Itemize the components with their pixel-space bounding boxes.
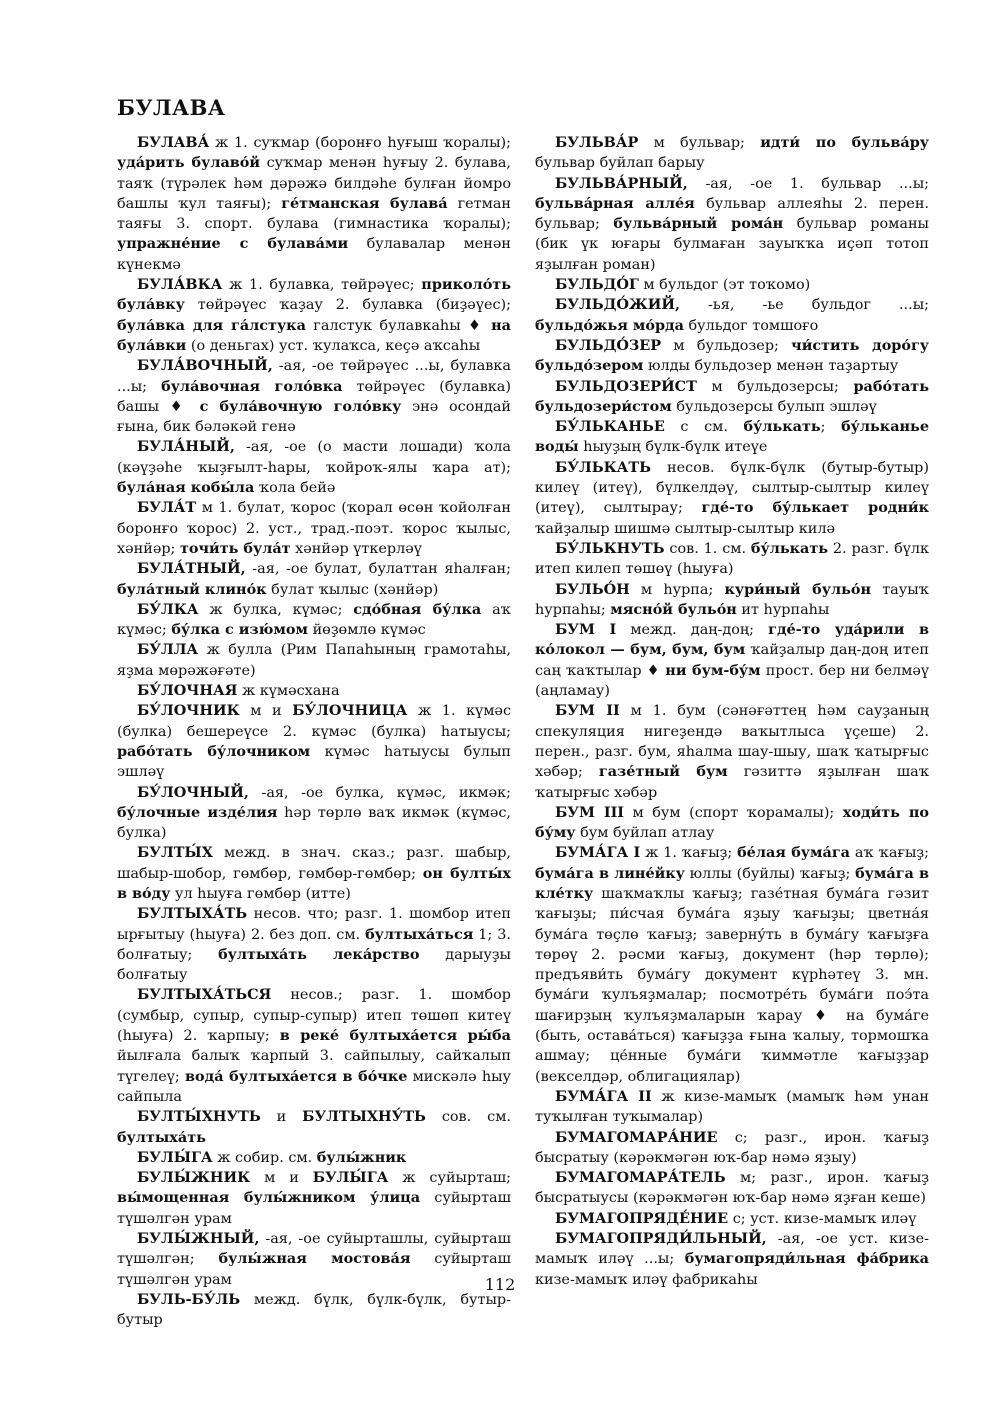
example-phrase: приколо́ть була́вку [117,276,511,314]
headword: БУЛТЫ́ХНУТЬ [137,1108,261,1126]
dictionary-entry [117,1148,511,1168]
dictionary-entry [117,498,511,559]
definition-text: ж собир. см. [212,1149,317,1166]
dictionary-entry [117,1107,511,1148]
dictionary-entry [535,843,929,1087]
example-phrase: бумагопряди́льная фа́брика [684,1250,929,1268]
left-column [117,133,511,1331]
definition-text: -ая, -ое булка, күмәс, икмәк; [248,784,511,801]
dictionary-entry [117,275,511,356]
headword: БУ́ЛЛА [137,641,199,659]
definition-text: -ая, -ое төйрәүес ...ы, булавка ...ы; [117,358,511,395]
definition-text: ж кизе-мамыҡ (мамыҡ һәм унан туҡылған туҡымалар) [535,1088,929,1126]
dictionary-entry [535,295,929,336]
definition-text: с см. [664,419,744,436]
definition-text: аҡ ҡағыҙ; [849,845,930,862]
definition-text: -ая, -ое булат, булаттан яһалған; [245,561,511,578]
example-phrase: була́вочная голо́вка [161,377,343,395]
headword: БУЛА́ТНЫЙ, [137,560,246,578]
example-phrase: бултыха́ться [365,925,474,943]
example-phrase: с була́вочную голо́вку [199,397,402,415]
dictionary-entry [535,803,929,844]
example-phrase: точи́ть була́т [179,539,291,557]
definition-text: бульвар аллеяһы 2. перен. бульвар; [535,195,930,233]
example-phrase: ходи́ть по бу́му [535,803,929,842]
example-phrase: бу́лькать [750,539,829,557]
dictionary-entry [535,1087,929,1128]
example-phrase: бу́лькать [743,418,821,436]
headword: БУМ II [555,702,620,720]
dictionary-entry [117,783,511,844]
headword: БУЛА́НЫЙ, [137,438,235,456]
example-phrase: на була́вки [117,316,511,354]
headword: БУМА́ГА II [555,1087,652,1105]
definition-text: ж суйырташ; [388,1170,511,1187]
definition-text: -ая, -ое 1. бульвар ...ы; [687,175,929,192]
headword: БУ́ЛЬКНУТЬ [555,539,665,557]
definition-text: сов. 1. см. [664,540,751,557]
definition-text: мискәлә һыу сайпыла [117,1068,512,1105]
headword: БУМАГОПРЯДЕ́НИЕ [555,1209,729,1227]
headword: БУМ I [555,621,617,639]
example-phrase: бу́лочные изде́лия [117,803,278,821]
definition-text: межд. даң-доң; [616,622,769,639]
headword: БУЛЬДО́Г [555,276,639,294]
dictionary-entry [117,437,511,498]
example-phrase: булы́жная мостова́я [218,1250,411,1268]
example-phrase: бултыха́ть лека́рство [218,945,420,963]
definition-text: несов. бүлк-бүлк (бутыр-бутыр) килеү (итеү), бүлкелдәү, сылтыр-сылтыр килеү (итеү), сылтырау; [535,459,929,517]
headword: БУЛЫ́ГА [137,1148,213,1166]
headword: БУ́ЛОЧНАЯ [137,682,238,700]
example-phrase: идти́ по бульва́ру [760,134,929,151]
definition-text: и [260,1109,303,1126]
headword: БУЛТЫ́Х [137,844,213,862]
definition-text: -ья, -ье бульдог ...ы; [680,297,929,314]
definition-text: ҡайҙалыр шишмә сылтыр-сылтыр килә [535,520,836,537]
definition-text: һәр төрлө ваҡ икмәк (күмәс, булка) [117,804,511,842]
example-phrase: бульва́рная алле́я [535,194,695,212]
definition-text: ж булла (Рим Папаһының грамотаһы, яҙма мөрәжәғәте) [117,642,511,679]
definition-text: һыуҙың бүлк-бүлк итеүе [578,439,768,456]
dictionary-entry [117,1290,511,1331]
definition-text: м бульдозер; [661,337,792,354]
right-column [535,133,929,1290]
dictionary-entry [117,904,511,985]
dictionary-entry [117,681,511,701]
definition-text: с; уст. кизе-мамыҡ иләү [728,1210,917,1227]
definition-text: суйырташ түшәлгән урам [117,1190,511,1227]
headword: БУМАГОМАРА́ТЕЛЬ [555,1169,726,1187]
definition-text: м 1. булат, ҡорос (ҡорал өсөн ҡойолған боронғо ҡорос) 2. уст., трад.-поэт. ҡорос ҡылыс, хәнйәр; [117,500,511,557]
dictionary-entry [117,701,511,782]
example-phrase: чи́стить доро́гу бульдо́зером [535,336,929,375]
headword: БУЛА́ВКА [137,276,223,294]
example-phrase: бултыха́ть [117,1128,206,1146]
definition-text: (о деньгах) уст. ҡулаҡса, кеҫә аҡсаһы [186,337,481,354]
headword: БУ́ЛЬКАТЬ [555,458,651,476]
dictionary-entry [117,1168,511,1229]
headword: БУЛЬДОЗЕРИ́СТ [555,377,697,395]
definition-text: аҡ күмәс; [117,601,511,639]
example-phrase: кури́ный бульо́н [724,580,871,598]
example-phrase: вода́ бултыха́ется в бо́чке [185,1067,408,1085]
dictionary-entry [535,174,929,275]
definition-text: м бульдозерсы; [696,378,854,395]
example-phrase: бульдо́жья мо́рда [535,316,684,334]
definition-text: с; разг., ирон. ҡағыҙ бысратыу (кәрәкмәгән юҡ-бар нәмә яҙыу) [535,1129,929,1166]
headword: БУЛЫ́ЖНЫЙ, [137,1230,260,1248]
definition-text: бульвар романы (бик үк юғары булмаған зауыҡҡа иҫәп тотоп яҙылған роман) [535,216,929,273]
definition-text: бульвар буйлап барыу [535,155,705,172]
headword: БУЛА́ВОЧНЫЙ, [137,357,273,375]
definition-text: межд. бүлк, бүлк-бүлк, бутыр-бутыр [117,1291,511,1329]
example-phrase: бе́лая бума́га [737,844,850,862]
headword: БУЛЫ́ЖНИК [137,1169,251,1187]
example-phrase: уда́рить булаво́й [117,154,261,172]
dictionary-entry [117,640,511,681]
example-phrase: ни бум-бу́м [665,661,761,679]
example-phrase: бума́га в лине́йку [535,864,685,882]
definition-text: ит һурпаһы [736,601,830,618]
headword: БУ́ЛЬКАНЬЕ [555,418,665,436]
definition-text: бульдозерсы булып эшләү [671,398,877,415]
definition-text: юллы (буйлы) ҡағыҙ; [684,865,856,882]
headword: БУМАГОПРЯДИ́ЛЬНЫЙ, [555,1230,767,1248]
definition-text: м бульдог (эт тоҡомо) [638,277,811,294]
headword: БУМАГОМАРА́НИЕ [555,1128,718,1146]
definition-text: төйрәүес ҡаҙау 2. булавка (биҙәүес); [184,297,511,314]
definition-text: бум буйлап атлау [575,825,715,842]
example-phrase: сдо́бная бу́лка [353,600,482,618]
definition-text: ҡола бейә [254,480,336,497]
definition-text: м и [239,703,293,720]
headword: БУМ III [555,803,625,821]
example-phrase: була́тный клино́к [117,580,267,598]
example-phrase: БУЛЫ́ГА [312,1169,389,1187]
definition-text: суҡмар менән һуғыу 2. булава, таяҡ (түрәлек һәм дәрәжә билдәһе булған йомро башлы ҡул таяғы); [117,155,511,212]
dictionary-entry [117,559,511,600]
example-phrase: бу́лка с изю́мом [171,621,308,639]
definition-text: ж 1. күмәс (булка) бешереүсе 2. күмәс (булка) һатыусы; [117,703,511,740]
example-phrase: упражне́ние с булава́ми [117,235,349,253]
definition-text: энә осондай ғына, бик бәләкәй генә [117,398,511,436]
definition-text: -ая, -ое суйырташлы, суйырташ түшәлгән; [117,1231,511,1268]
dictionary-entry [535,701,929,802]
definition-text: галстук булавкаһы ♦ [305,317,492,334]
definition-text: м и [250,1170,313,1187]
definition-text: гәзиттә яҙылған шаҡ ҡатырғыс хәбәр [535,764,930,801]
definition-text: суйырташ түшәлгән урам [117,1251,512,1288]
headword: БУЛТЫХА́ТЬ [137,905,248,923]
example-phrase: бума́га в кле́тку [535,864,929,902]
definition-text: ж күмәсхана [237,683,340,700]
page-number: 112 [484,1275,516,1294]
definition-text: м бум (спорт ҡорамалы); [624,804,843,821]
example-phrase: БУ́ЛОЧНИЦА [292,702,408,720]
example-phrase: БУЛТЫХНУ́ТЬ [302,1108,426,1126]
dictionary-entry [535,458,929,539]
definition-text: ж 1. булавка, төйрәүес; [222,277,422,294]
example-phrase: он булты́х в во́ду [117,864,511,902]
headword: БУ́ЛКА [137,600,199,618]
definition-text: несов. что; разг. 1. шомбор итеп ырғытыу (һыуға) 2. без доп. см. [117,906,511,943]
definition-text: тауыҡ һурпаһы; [535,581,929,618]
definition-text: хәнйәр үткерләү [290,540,422,557]
dictionary-entry [535,377,929,418]
definition-text: м һурпа; [629,581,725,598]
dictionary-entry [535,580,929,621]
dictionary-entry [535,1128,929,1169]
dictionary-entry [535,336,929,377]
definition-text: -ая, -ое (о масти лошади) ҡола (кәүҙәһе ҡыҙғылт-һары, ҡойроҡ-ялы ҡара ат); [117,439,511,476]
definition-text: м; разг., ирон. ҡағыҙ бысратыусы (кәрәкмәгән юҡ-бар нәмә яҙған кеше) [535,1170,929,1207]
definition-text: ; [820,419,842,436]
headword: БУМА́ГА I [555,844,641,862]
definition-text: бульдог томшоғо [683,317,819,334]
dictionary-entry [535,1168,929,1209]
definition-text: прост. бер ни белмәү (аңламау) [535,662,929,700]
headword: БУ́ЛОЧНИК [137,702,240,720]
headword: БУЛЬО́Н [555,580,630,598]
definition-text: м бульвар; [638,135,761,151]
example-phrase: мясно́й бульо́н [610,600,737,618]
example-phrase: газе́тный бум [598,763,728,781]
headword: БУЛА́Т [137,499,197,517]
headword: БУ́ЛОЧНЫЙ, [137,783,249,801]
example-phrase: в реке́ бултыха́ется ры́ба [279,1027,511,1045]
example-phrase: где́-то уда́рили в ко́локол — бум, бум, бум [535,621,929,659]
definition-text: ж 1. ҡағыҙ; [640,845,738,862]
example-phrase: бу́льканье воды́ [535,418,929,456]
definition-text: йөҙөмлө күмәс [308,622,426,639]
example-phrase: бульва́рный рома́н [613,215,784,233]
definition-text: ж булка, күмәс; [198,601,354,618]
dictionary-entry [535,275,929,295]
definition-text: күмәс һатыусы булып эшләү [117,743,511,781]
definition-text: 1; 3. болғатыу; [117,926,511,963]
definition-text: гетман таяғы 3. спорт. булава (гимнастика ҡоралы); [117,195,511,233]
example-phrase: ге́тманская булава́ [281,194,448,212]
definition-text: ул һыуға гөмбөр (итте) [170,885,351,902]
dictionary-entry [117,356,511,437]
dictionary-entry [117,843,511,904]
definition-text: булавалар менән күнекмә [117,236,511,273]
dictionary-entry [117,133,511,275]
definition-text: -ая, -ое уст. кизе-мамыҡ иләү ...ы; [535,1231,929,1268]
dictionary-entry [535,620,929,701]
dictionary-entry [535,133,929,174]
definition-text: 2. разг. бүлк итеп килеп төшөү (һыуға) [535,540,929,578]
definition-text: сов. см. [425,1109,511,1126]
definition-text: ж 1. суҡмар (боронғо һуғыш ҡоралы); [209,135,511,151]
dictionary-entry [535,1209,929,1229]
example-phrase: вы́мощенная булы́жником у́лица [117,1189,421,1207]
headword: БУЛТЫХА́ТЬСЯ [137,986,272,1004]
headword: БУЛЬДО́ЗЕР [555,336,662,354]
dictionary-entry [535,539,929,580]
example-phrase: рабо́тать бу́лочником [117,742,311,760]
definition-text: йылғала балыҡ ҡарпый 3. сайпылыу, сайҡалып түгелеү; [117,1048,511,1085]
definition-text: шаҡмаҡлы ҡағыҙ; газе́тная бума́га гәзит ҡағыҙы; пи́счая бума́га яҙыу ҡағыҙы; цветна́я бума́га төҫлө ҡағыҙ; заверну́ть в бума́гу ҡағыҙға төрөү 2. рәсми ҡағыҙ, документ (һәр төрлө); предъяви́ть бума́гу документ күрһәтеү 3. мн. бума́ги ҡулъяҙмалар; посмотре́ть бума́ги поэ́та шағирҙың ҡулъяҙмаларын ҡарау ♦ на бума́ге (быть, остава́ться) ҡағыҙҙа ғына ҡалыу, тормошҡа ашмау; це́нные бума́ги ҡиммәтле ҡағыҙҙар (векселдәр, облигациялар) [535,885,929,1085]
definition-text: дарыуҙы болғатыу [117,946,511,984]
definition-text: юлды бульдозер менән таҙартыу [643,358,899,375]
dictionary-entry [117,600,511,641]
definition-text: булат ҡылыс (хәнйәр) [266,581,439,598]
definition-text: межд. в знач. сказ.; разг. шабыр, шабыр-шобор, гөмбөр, гөмбөр-гөмбөр; [117,845,511,882]
example-phrase: була́вка для га́лстука [117,316,306,334]
definition-text: ҡайҙалыр даң-доң итеп саң ҡаҡтылар ♦ [535,642,929,679]
example-phrase: була́ная кобы́ла [117,479,255,497]
headword: БУЛЬ-БУ́ЛЬ [137,1290,241,1308]
running-header: БУЛАВА [117,95,226,120]
definition-text: кизе-мамыҡ иләү фабрикаһы [535,1271,758,1288]
definition-text: м 1. бум (сәнәғәттең һәм сауҙаның спекуляция нигеҙендә ваҡытлыса үҫеше) 2. перен., разг. бум, яһалма шау-шыу, шаҡ ҡатырғыс хәбәр; [535,703,929,781]
example-phrase: рабо́тать бульдозери́стом [535,377,929,415]
dictionary-entry [117,985,511,1107]
example-phrase: где́-то бу́лькает родни́к [701,499,929,517]
headword: БУЛЬВА́Р [555,134,639,151]
example-phrase: булы́жник [316,1148,407,1166]
headword: БУЛАВА́ [137,134,210,151]
headword: БУЛЬДО́ЖИЙ, [555,296,680,314]
dictionary-entry [535,417,929,458]
definition-text: төйрәүес (булавка) башы ♦ [117,378,511,415]
definition-text: несов.; разг. 1. шомбор (сумбыр, супыр, супыр-супыр) итеп төшөп китеү (һыуға) 2. ҡарпыу; [117,987,511,1045]
headword: БУЛЬВА́РНЫЙ, [555,174,688,192]
